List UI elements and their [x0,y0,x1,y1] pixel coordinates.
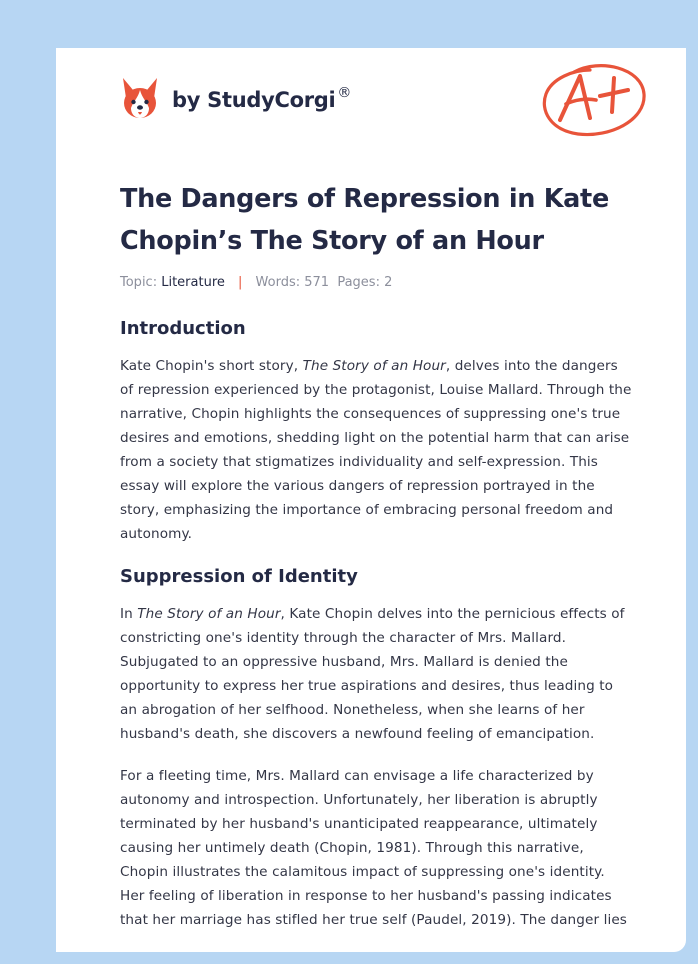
paragraph-text: , Kate Chopin delves into the pernicious effects of constricting one's identity through the character of Mrs. Mallard. Subjugated to an oppressive husband, Mrs. Mallard is denied the opportunity to express her true aspirations and desires, thus leading to an abrogation of her selfhood. Nonetheless, when she learns of her husband's death, she discovers a newfound feeling of emancipation. [120,606,625,742]
essay-content [120,178,632,932]
logo-text [172,85,352,112]
page-count: Pages: 2 [337,275,393,290]
word-count: Words: 571 [255,275,330,290]
logo-wordmark: by StudyCorgi [172,88,336,112]
a-plus-stamp-icon [538,60,648,140]
story-title-italic: The Story of an Hour [137,606,281,622]
topic-link[interactable]: Literature [161,275,225,290]
section-heading-suppression-of-identity: Suppression of Identity [120,566,358,587]
paragraph-suppression-1 [120,602,632,746]
section-heading-introduction: Introduction [120,318,246,339]
studycorgi-logo[interactable] [120,76,351,120]
paragraph-suppression-2: For a fleeting time, Mrs. Mallard can envisage a life characterized by autonomy and introspection. Unfortunately, her liberation is abruptly terminated by her husband's unanticipated reappearance, ultimately causing her untimely death (Chopin, 1981). Through this narrative, Chopin illustrates the calamitous impact of suppressing one's identity. Her feeling of liberation in response to her husband's passing indicates that her marriage has stifled her true self (Paudel, 2019). The danger lies [120,768,627,928]
page-title: The Dangers of Repression in Kate Chopin’s The Story of an Hour [120,184,609,256]
grade-stamp [538,60,648,140]
paragraph-text: Kate Chopin's short story, [120,358,303,374]
corgi-logo-icon [120,76,160,120]
essay-page [56,48,686,952]
paragraph-introduction [120,354,632,546]
registered-mark: ® [337,85,352,101]
meta-separator: | [238,275,243,290]
paragraph-text: , delves into the dangers of repression experienced by the protagonist, Louise Mallard. Through the narrative, Chopin highlights the consequences of suppressing one's true desires and emotions, shedding light on the potential harm that can arise from a society that stigmatizes individuality and self-expression. This essay will explore the various dangers of repression portrayed in the story, emphasizing the importance of embracing personal freedom and autonomy. [120,358,632,542]
topic-label: Topic: [120,275,158,290]
paragraph-text: In [120,606,138,622]
page-header [56,48,686,158]
essay-meta [120,274,632,292]
story-title-italic: The Story of an Hour [302,358,446,374]
